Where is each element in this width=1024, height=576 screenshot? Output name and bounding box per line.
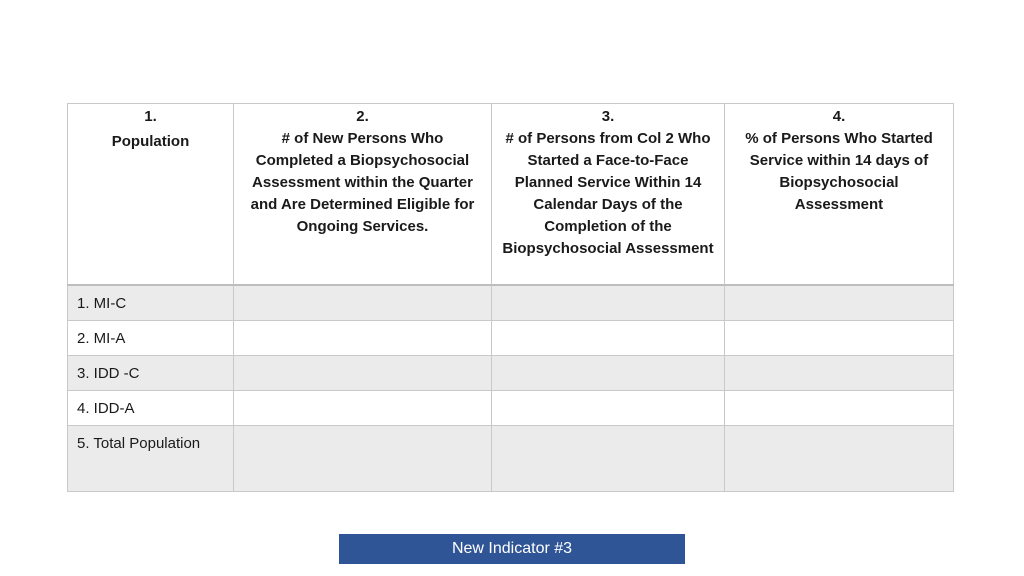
table-cell[interactable] [492, 321, 725, 356]
table-cell[interactable] [492, 356, 725, 391]
footer-indicator-label: New Indicator #3 [339, 534, 685, 564]
table-row [68, 321, 954, 356]
table-row [68, 391, 954, 426]
table-cell[interactable] [234, 356, 492, 391]
row-label: 5. Total Population [68, 426, 234, 492]
header-text: % of Persons Who Started Service within 14 days of Biopsychosocial Assessment [745, 130, 933, 213]
header-new-persons-assessed [234, 104, 492, 286]
header-text: # of Persons from Col 2 Who Started a Face-to-Face Planned Service Within 14 Calendar Days of the Completion of the Biopsychosocial Assessment [502, 130, 714, 257]
header-number: 1. [144, 108, 157, 125]
table-row-total [68, 426, 954, 492]
row-label: 2. MI-A [68, 321, 234, 356]
table-cell[interactable] [234, 391, 492, 426]
table-row [68, 356, 954, 391]
table-cell[interactable] [725, 356, 954, 391]
table-cell[interactable] [725, 285, 954, 321]
table-cell[interactable] [492, 285, 725, 321]
indicator-table [67, 103, 954, 492]
header-population [68, 104, 234, 286]
header-row [68, 104, 954, 286]
header-persons-started-service [492, 104, 725, 286]
header-text: Population [111, 133, 190, 150]
row-label: 1. MI-C [68, 285, 234, 321]
table-row [68, 285, 954, 321]
header-text: # of New Persons Who Completed a Biopsychosocial Assessment within the Quarter and Are Determined Eligible for Ongoing Services. [250, 130, 475, 235]
row-label: 4. IDD-A [68, 391, 234, 426]
table-cell[interactable] [492, 426, 725, 492]
table-cell[interactable] [725, 321, 954, 356]
table-cell[interactable] [234, 321, 492, 356]
header-number: 4. [832, 108, 846, 125]
table-cell[interactable] [725, 391, 954, 426]
table-cell[interactable] [234, 426, 492, 492]
table-cell[interactable] [492, 391, 725, 426]
table-cell[interactable] [234, 285, 492, 321]
header-number: 2. [356, 108, 369, 125]
table-cell[interactable] [725, 426, 954, 492]
header-percent-started-service [725, 104, 954, 286]
header-number: 3. [601, 108, 615, 125]
row-label: 3. IDD -C [68, 356, 234, 391]
